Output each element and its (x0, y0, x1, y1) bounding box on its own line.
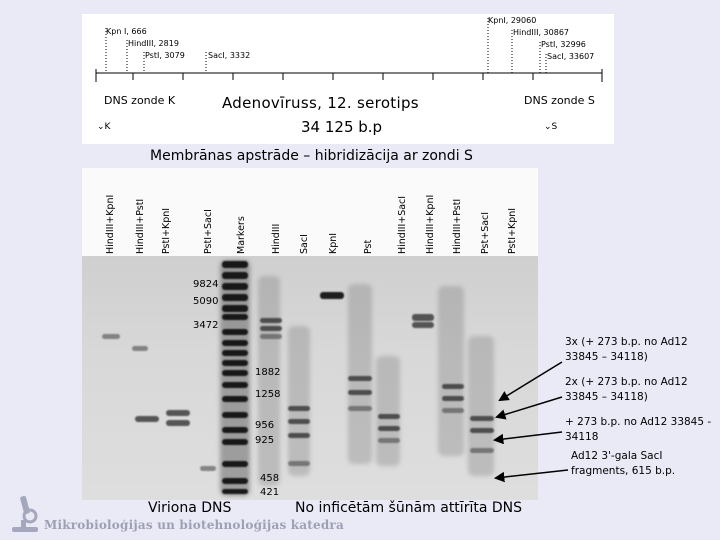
site-label: PstI, 32996 (541, 40, 586, 49)
map-title: Adenovīruss, 12. serotips (222, 94, 419, 112)
site-label: SacI, 33607 (547, 52, 595, 61)
lane-label-text: PstI+KpnI (161, 207, 172, 254)
lane-label-text: HindIII+KpnI (425, 194, 436, 254)
lane-label-text: HindIII+SacI (397, 195, 408, 254)
site-label: HindIII, 30867 (513, 28, 569, 37)
probe-s-marker: ⌄S (544, 122, 558, 132)
arrow-line (496, 470, 568, 478)
site-label: SacI, 3332 (208, 51, 251, 60)
lane-label-text: PstI+SacI (203, 209, 214, 254)
lane-label-text: Pst+SacI (480, 211, 491, 254)
site-label: PstI, 3079 (145, 51, 185, 60)
lane-label-text: Pst (363, 239, 374, 254)
arrow-line (497, 397, 562, 417)
arrow-line (495, 432, 562, 440)
probe-k-letter: K (104, 122, 111, 132)
lane-label-text: SacI (299, 234, 310, 254)
probe-s-letter: S (551, 122, 558, 132)
annotation-saci: Ad12 3'-gala SacI fragments, 615 b.p. (571, 450, 676, 477)
marker-size-label: 925 (255, 435, 275, 446)
lane-label-text: HindIII+KpnI (105, 194, 116, 254)
department-name: Mikrobioloģijas un biotehnoloģijas katedra (44, 518, 344, 532)
lane-label-text: HindIII (271, 223, 282, 254)
annotation-3x: 3x (+ 273 b.p. no Ad12 33845 – 34118) (565, 336, 688, 363)
microscope-icon (8, 494, 42, 534)
lane-label-text: Markers (236, 216, 247, 254)
site-label: KpnI, 29060 (488, 16, 537, 25)
page-heading: Membrānas apstrāde – hibridizācija ar zondi S (150, 148, 473, 164)
lane-label-text: PstI+KpnI (507, 207, 518, 254)
lane-label-text: KpnI (328, 232, 339, 254)
marker-size-label: 421 (260, 487, 280, 498)
marker-size-label: 956 (255, 420, 275, 431)
marker-size-label: 9824 (193, 279, 219, 290)
marker-size-label: 1258 (255, 389, 281, 400)
lane-label-text: HindIII+PstI (135, 198, 146, 254)
annotation-1x: + 273 b.p. no Ad12 33845 - 34118 (565, 416, 712, 443)
probe-s-label: DNS zonde S (524, 94, 595, 107)
marker-size-label: 1882 (255, 367, 281, 378)
marker-size-label: 5090 (193, 296, 219, 307)
virion-dna-label: Viriona DNS (148, 500, 232, 516)
arrow-line (500, 362, 562, 400)
site-label: Kpn I, 666 (106, 27, 147, 36)
probe-k-label: DNS zonde K (104, 94, 176, 107)
lane-label-text: HindIII+PstI (452, 198, 463, 254)
infected-cell-dna-label: No inficētām šūnām attīrīta DNS (295, 500, 522, 516)
marker-size-label: 458 (260, 473, 280, 484)
site-label: HindIII, 2819 (128, 39, 179, 48)
genome-size: 34 125 b.p (301, 118, 383, 136)
probe-k-marker: ⌄K (97, 122, 111, 132)
annotation-2x: 2x (+ 273 b.p. no Ad12 33845 – 34118) (565, 376, 688, 403)
marker-size-label: 3472 (193, 320, 219, 331)
